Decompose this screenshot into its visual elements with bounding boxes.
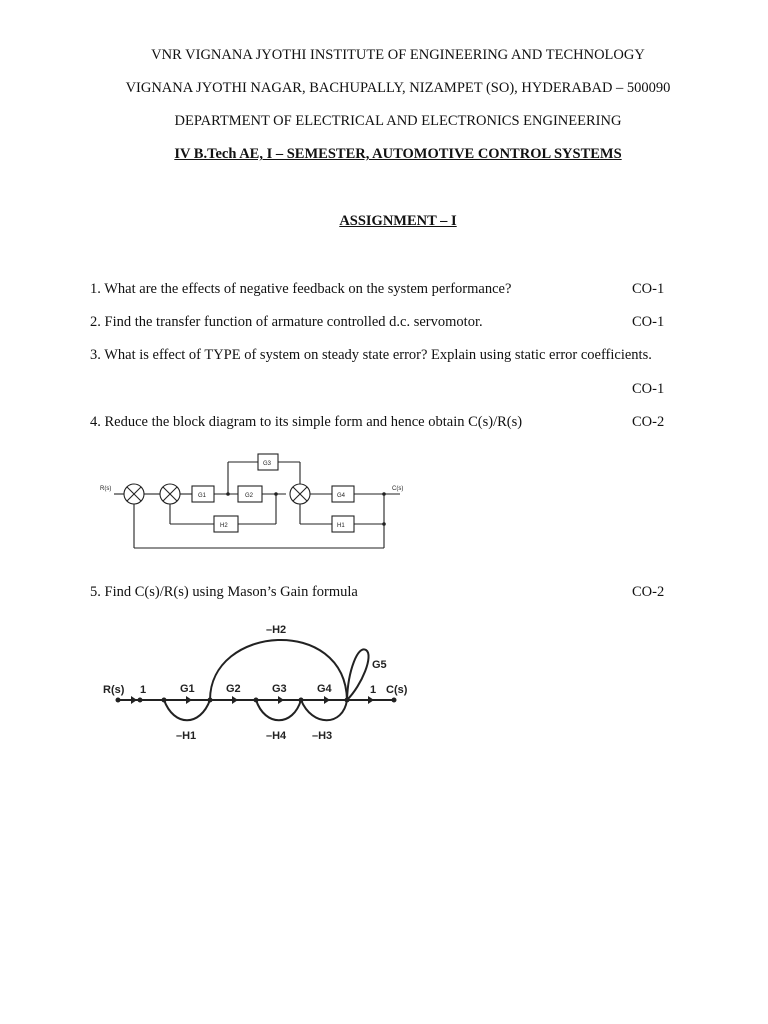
question-2: 2. Find the transfer function of armature controlled d.c. servomotor.	[90, 314, 483, 330]
sfg-g4-label: G4	[317, 683, 332, 695]
sfg-h3-label: –H3	[312, 730, 333, 742]
question-4-co: CO-2	[632, 414, 665, 430]
sfg-output-label: C(s)	[386, 684, 408, 696]
question-3: 3. What is effect of TYPE of system on steady state error? Explain using static error coefficients.	[90, 347, 652, 363]
sfg-unity-in: 1	[140, 684, 147, 696]
sfg-h2-label: –H2	[266, 624, 287, 636]
bd-h1-label: H1	[337, 523, 345, 529]
bd-g1-label: G1	[198, 493, 207, 499]
signal-flow-graph	[100, 615, 420, 750]
bd-h2-label: H2	[220, 523, 228, 529]
sfg-unity-out: 1	[370, 684, 377, 696]
sfg-input-label: R(s)	[103, 684, 125, 696]
sfg-g5-label: G5	[372, 659, 387, 671]
course-title: IV B.Tech AE, I – SEMESTER, AUTOMOTIVE CONTROL SYSTEMS	[174, 146, 622, 162]
bd-output-label: C(s)	[392, 486, 404, 492]
block-diagram	[100, 448, 420, 558]
institute-name: VNR VIGNANA JYOTHI INSTITUTE OF ENGINEERING AND TECHNOLOGY	[151, 47, 645, 63]
assignment-title: ASSIGNMENT – I	[339, 213, 457, 229]
question-2-co: CO-1	[632, 314, 665, 330]
institute-address: VIGNANA JYOTHI NAGAR, BACHUPALLY, NIZAMPET (SO), HYDERABAD – 500090	[125, 80, 671, 96]
bd-g4-label: G4	[337, 493, 346, 499]
bd-g2-label: G2	[245, 493, 254, 499]
bd-g3-label: G3	[263, 461, 272, 467]
question-3-co: CO-1	[632, 381, 665, 397]
question-1: 1. What are the effects of negative feedback on the system performance?	[90, 281, 512, 297]
bd-input-label: R(s)	[100, 486, 112, 492]
sfg-g1-label: G1	[180, 683, 195, 695]
sfg-g3-label: G3	[272, 683, 287, 695]
question-5-co: CO-2	[632, 584, 665, 600]
sfg-g2-label: G2	[226, 683, 241, 695]
question-4: 4. Reduce the block diagram to its simple form and hence obtain C(s)/R(s)	[90, 414, 523, 430]
department-name: DEPARTMENT OF ELECTRICAL AND ELECTRONICS ENGINEERING	[174, 113, 622, 129]
question-1-co: CO-1	[632, 281, 665, 297]
question-5: 5. Find C(s)/R(s) using Mason’s Gain formula	[90, 584, 358, 600]
sfg-h4-label: –H4	[266, 730, 287, 742]
sfg-h1-label: –H1	[176, 730, 197, 742]
